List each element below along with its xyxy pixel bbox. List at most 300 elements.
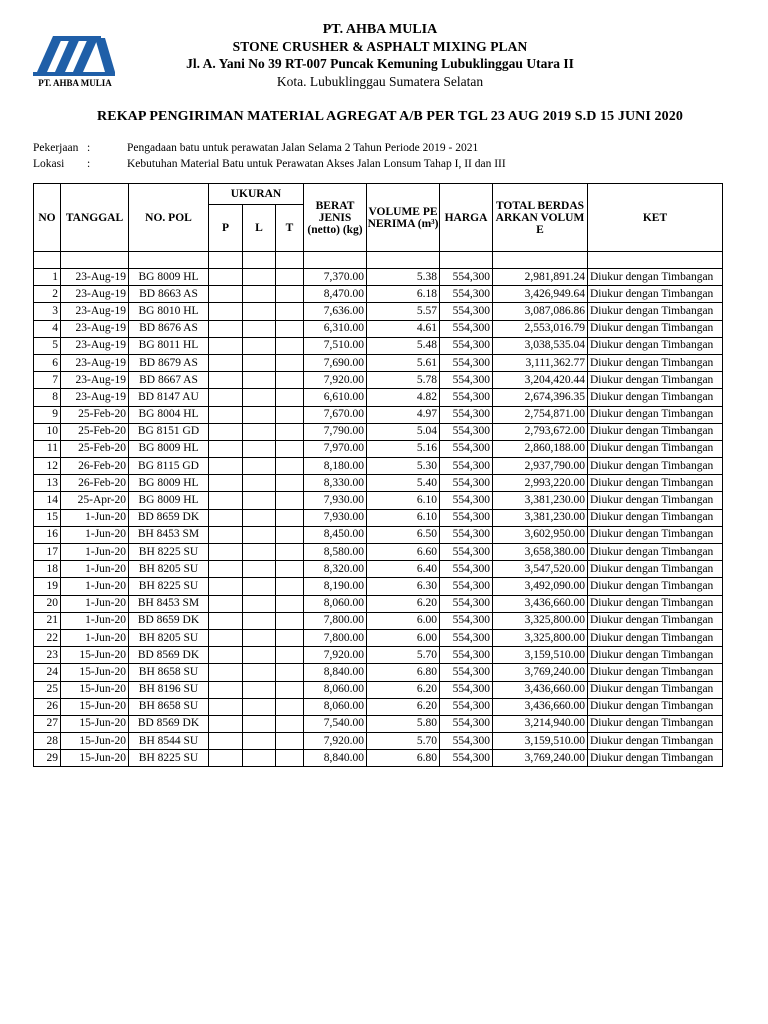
table-row [34,733,723,750]
cell-volume: 5.80 [367,715,440,732]
company-city: Kota. Lubuklinggau Sumatera Selatan [276,74,484,89]
cell-tanggal: 1-Jun-20 [61,526,129,543]
cell-berat: 8,840.00 [304,750,367,767]
cell-ket: Diukur dengan Timbangan [588,647,723,664]
cell-total: 3,159,510.00 [493,647,588,664]
cell-harga: 554,300 [440,337,493,354]
cell-t [276,681,304,698]
cell-t [276,509,304,526]
cell-p [209,269,243,286]
cell-p [209,303,243,320]
cell-p [209,526,243,543]
cell-ket: Diukur dengan Timbangan [588,389,723,406]
cell-tanggal: 1-Jun-20 [61,544,129,561]
cell-p [209,492,243,509]
meta-pekerjaan-label: Pekerjaan [33,142,79,154]
cell-nopol: BG 8151 GD [129,423,209,440]
cell-no: 9 [34,406,61,423]
cell-berat: 6,610.00 [304,389,367,406]
cell-harga: 554,300 [440,475,493,492]
cell-volume: 5.78 [367,372,440,389]
cell-l [243,664,276,681]
cell-l [243,578,276,595]
cell-t [276,475,304,492]
cell-t [276,492,304,509]
cell-p [209,595,243,612]
cell-berat: 7,920.00 [304,733,367,750]
cell-nopol: BG 8009 HL [129,269,209,286]
cell-tanggal: 23-Aug-19 [61,286,129,303]
cell-nopol: BH 8225 SU [129,578,209,595]
cell-p [209,715,243,732]
cell-berat: 8,320.00 [304,561,367,578]
cell-tanggal: 15-Jun-20 [61,733,129,750]
table-row [34,372,723,389]
cell-volume: 5.70 [367,647,440,664]
cell-total: 3,381,230.00 [493,492,588,509]
cell-berat: 8,060.00 [304,698,367,715]
cell-berat: 8,580.00 [304,544,367,561]
cell-volume: 5.70 [367,733,440,750]
cell-no: 20 [34,595,61,612]
cell-tanggal: 15-Jun-20 [61,698,129,715]
cell-no: 3 [34,303,61,320]
cell-l [243,389,276,406]
cell-no: 28 [34,733,61,750]
cell-no: 24 [34,664,61,681]
cell-no: 25 [34,681,61,698]
cell-ket: Diukur dengan Timbangan [588,303,723,320]
cell-l [243,492,276,509]
cell-nopol: BD 8147 AU [129,389,209,406]
cell-tanggal: 23-Aug-19 [61,389,129,406]
col-header-no: NO [34,184,61,252]
cell-berat: 8,840.00 [304,664,367,681]
cell-nopol: BH 8658 SU [129,664,209,681]
table-row [34,458,723,475]
cell-no: 10 [34,423,61,440]
cell-l [243,715,276,732]
cell-nopol: BD 8667 AS [129,372,209,389]
cell-ket: Diukur dengan Timbangan [588,578,723,595]
cell-berat: 8,060.00 [304,595,367,612]
cell-l [243,733,276,750]
cell-no: 4 [34,320,61,337]
cell-volume: 6.18 [367,286,440,303]
cell-berat: 7,800.00 [304,629,367,646]
table-row [34,681,723,698]
cell-tanggal: 15-Jun-20 [61,681,129,698]
cell-no: 19 [34,578,61,595]
cell-p [209,509,243,526]
cell-ket: Diukur dengan Timbangan [588,715,723,732]
cell-ket: Diukur dengan Timbangan [588,475,723,492]
col-header-ket: KET [588,184,723,252]
cell-volume: 6.20 [367,698,440,715]
table-row [34,509,723,526]
meta-lokasi-label: Lokasi [33,158,65,170]
cell-tanggal: 23-Aug-19 [61,320,129,337]
cell-tanggal: 15-Jun-20 [61,664,129,681]
cell-harga: 554,300 [440,492,493,509]
table-row [34,337,723,354]
cell-no: 6 [34,354,61,371]
cell-berat: 7,930.00 [304,509,367,526]
cell-harga: 554,300 [440,458,493,475]
cell-volume: 6.50 [367,526,440,543]
cell-no: 13 [34,475,61,492]
cell-t [276,303,304,320]
table-row [34,354,723,371]
cell-harga: 554,300 [440,629,493,646]
cell-t [276,629,304,646]
col-header-berat: BERAT JENIS (netto) (kg) [304,184,367,252]
cell-nopol: BD 8659 DK [129,509,209,526]
cell-total: 2,754,871.00 [493,406,588,423]
cell-total: 3,436,660.00 [493,698,588,715]
cell-l [243,509,276,526]
cell-p [209,561,243,578]
cell-t [276,578,304,595]
cell-t [276,698,304,715]
cell-total: 2,860,188.00 [493,440,588,457]
cell-p [209,337,243,354]
cell-total: 2,993,220.00 [493,475,588,492]
cell-no: 11 [34,440,61,457]
table-row [34,647,723,664]
cell-nopol: BH 8544 SU [129,733,209,750]
cell-harga: 554,300 [440,544,493,561]
cell-tanggal: 26-Feb-20 [61,458,129,475]
table-row [34,389,723,406]
cell-p [209,578,243,595]
cell-no: 16 [34,526,61,543]
cell-tanggal: 25-Feb-20 [61,423,129,440]
cell-harga: 554,300 [440,320,493,337]
cell-nopol: BG 8115 GD [129,458,209,475]
cell-p [209,320,243,337]
cell-harga: 554,300 [440,269,493,286]
cell-no: 7 [34,372,61,389]
cell-harga: 554,300 [440,303,493,320]
cell-harga: 554,300 [440,354,493,371]
cell-berat: 7,540.00 [304,715,367,732]
table-row [34,269,723,286]
cell-volume: 4.97 [367,406,440,423]
cell-l [243,372,276,389]
cell-no: 12 [34,458,61,475]
company-name: PT. AHBA MULIA [322,22,438,37]
table-row [34,612,723,629]
cell-total: 2,937,790.00 [493,458,588,475]
cell-p [209,647,243,664]
cell-p [209,423,243,440]
cell-ket: Diukur dengan Timbangan [588,629,723,646]
cell-volume: 5.61 [367,354,440,371]
table-row [34,320,723,337]
cell-l [243,629,276,646]
table-row [34,715,723,732]
col-header-nopol: NO. POL [129,184,209,252]
cell-harga: 554,300 [440,423,493,440]
cell-tanggal: 23-Aug-19 [61,354,129,371]
table-row [34,561,723,578]
cell-harga: 554,300 [440,698,493,715]
cell-berat: 7,800.00 [304,612,367,629]
cell-total: 2,674,396.35 [493,389,588,406]
cell-l [243,475,276,492]
cell-berat: 8,190.00 [304,578,367,595]
cell-total: 3,159,510.00 [493,733,588,750]
cell-t [276,458,304,475]
cell-berat: 8,180.00 [304,458,367,475]
cell-no: 18 [34,561,61,578]
cell-ket: Diukur dengan Timbangan [588,423,723,440]
cell-tanggal: 1-Jun-20 [61,509,129,526]
cell-ket: Diukur dengan Timbangan [588,750,723,767]
cell-ket: Diukur dengan Timbangan [588,733,723,750]
cell-nopol: BH 8225 SU [129,544,209,561]
cell-t [276,354,304,371]
cell-total: 3,658,380.00 [493,544,588,561]
table-row [34,526,723,543]
cell-nopol: BG 8009 HL [129,475,209,492]
cell-nopol: BG 8010 HL [129,303,209,320]
cell-ket: Diukur dengan Timbangan [588,458,723,475]
cell-ket: Diukur dengan Timbangan [588,526,723,543]
cell-p [209,458,243,475]
report-title: REKAP PENGIRIMAN MATERIAL AGREGAT A/B PER TGL 23 AUG 2019 S.D 15 JUNI 2020 [97,109,683,124]
cell-volume: 5.04 [367,423,440,440]
cell-no: 29 [34,750,61,767]
meta-pekerjaan-value: Pengadaan batu untuk perawatan Jalan Selama 2 Tahun Periode 2019 - 2021 [127,142,479,154]
col-header-volume: VOLUME PENERIMA (m³) [367,184,440,252]
cell-berat: 7,920.00 [304,372,367,389]
table-row [34,492,723,509]
cell-ket: Diukur dengan Timbangan [588,681,723,698]
cell-t [276,595,304,612]
cell-total: 3,038,535.04 [493,337,588,354]
cell-ket: Diukur dengan Timbangan [588,320,723,337]
cell-harga: 554,300 [440,612,493,629]
table-row [34,475,723,492]
cell-t [276,423,304,440]
cell-t [276,612,304,629]
table-row [34,629,723,646]
cell-nopol: BD 8663 AS [129,286,209,303]
cell-volume: 4.82 [367,389,440,406]
cell-ket: Diukur dengan Timbangan [588,595,723,612]
col-header-total: TOTAL BERDASARKAN VOLUME [493,184,588,252]
cell-nopol: BH 8196 SU [129,681,209,698]
cell-t [276,440,304,457]
cell-harga: 554,300 [440,389,493,406]
cell-total: 3,547,520.00 [493,561,588,578]
cell-total: 2,793,672.00 [493,423,588,440]
cell-p [209,544,243,561]
cell-no: 17 [34,544,61,561]
cell-t [276,526,304,543]
cell-harga: 554,300 [440,681,493,698]
cell-volume: 6.80 [367,664,440,681]
col-header-p: P [209,205,243,252]
cell-no: 23 [34,647,61,664]
cell-harga: 554,300 [440,750,493,767]
col-header-harga: HARGA [440,184,493,252]
meta-lokasi-value: Kebutuhan Material Batu untuk Perawatan Akses Jalan Lonsum Tahap I, II dan III [127,158,506,170]
cell-ket: Diukur dengan Timbangan [588,509,723,526]
cell-berat: 7,690.00 [304,354,367,371]
cell-volume: 5.30 [367,458,440,475]
cell-volume: 6.00 [367,612,440,629]
table-row [34,303,723,320]
cell-no: 2 [34,286,61,303]
cell-ket: Diukur dengan Timbangan [588,286,723,303]
cell-tanggal: 23-Aug-19 [61,337,129,354]
cell-l [243,612,276,629]
cell-l [243,595,276,612]
cell-nopol: BD 8569 DK [129,647,209,664]
cell-t [276,715,304,732]
cell-t [276,561,304,578]
cell-volume: 5.48 [367,337,440,354]
meta-pekerjaan [33,142,478,154]
cell-l [243,286,276,303]
cell-tanggal: 1-Jun-20 [61,612,129,629]
cell-volume: 6.60 [367,544,440,561]
cell-ket: Diukur dengan Timbangan [588,544,723,561]
col-header-l: L [243,205,276,252]
cell-total: 3,436,660.00 [493,595,588,612]
cell-no: 15 [34,509,61,526]
cell-harga: 554,300 [440,733,493,750]
cell-no: 8 [34,389,61,406]
cell-no: 5 [34,337,61,354]
cell-harga: 554,300 [440,664,493,681]
cell-l [243,303,276,320]
cell-volume: 6.20 [367,681,440,698]
table-row [34,423,723,440]
cell-volume: 5.57 [367,303,440,320]
cell-t [276,733,304,750]
cell-berat: 7,970.00 [304,440,367,457]
cell-ket: Diukur dengan Timbangan [588,337,723,354]
cell-p [209,664,243,681]
logo-text: PT. AHBA MULIA [38,78,112,88]
cell-ket: Diukur dengan Timbangan [588,372,723,389]
cell-nopol: BG 8009 HL [129,492,209,509]
cell-no: 14 [34,492,61,509]
cell-nopol: BH 8225 SU [129,750,209,767]
cell-total: 3,087,086.86 [493,303,588,320]
cell-berat: 7,790.00 [304,423,367,440]
cell-total: 3,381,230.00 [493,509,588,526]
cell-volume: 6.30 [367,578,440,595]
cell-ket: Diukur dengan Timbangan [588,354,723,371]
meta-lokasi [33,158,506,170]
cell-nopol: BH 8205 SU [129,561,209,578]
cell-ket: Diukur dengan Timbangan [588,698,723,715]
cell-volume: 6.40 [367,561,440,578]
cell-harga: 554,300 [440,561,493,578]
cell-t [276,372,304,389]
delivery-table [33,183,723,767]
cell-p [209,286,243,303]
table-row [34,578,723,595]
cell-harga: 554,300 [440,647,493,664]
cell-volume: 6.10 [367,492,440,509]
cell-volume: 6.10 [367,509,440,526]
cell-p [209,389,243,406]
cell-nopol: BG 8011 HL [129,337,209,354]
cell-total: 3,426,949.64 [493,286,588,303]
cell-harga: 554,300 [440,715,493,732]
cell-volume: 6.20 [367,595,440,612]
cell-t [276,337,304,354]
table-row [34,440,723,457]
cell-total: 3,325,800.00 [493,629,588,646]
cell-no: 1 [34,269,61,286]
cell-tanggal: 15-Jun-20 [61,750,129,767]
cell-nopol: BD 8676 AS [129,320,209,337]
cell-berat: 7,636.00 [304,303,367,320]
cell-total: 3,436,660.00 [493,681,588,698]
cell-tanggal: 23-Aug-19 [61,269,129,286]
cell-total: 3,325,800.00 [493,612,588,629]
cell-tanggal: 25-Feb-20 [61,406,129,423]
cell-l [243,320,276,337]
cell-volume: 5.38 [367,269,440,286]
cell-t [276,286,304,303]
cell-volume: 4.61 [367,320,440,337]
cell-volume: 6.80 [367,750,440,767]
cell-l [243,750,276,767]
cell-p [209,733,243,750]
meta-colon: : [87,142,91,154]
cell-berat: 7,670.00 [304,406,367,423]
table-row [34,698,723,715]
cell-p [209,681,243,698]
cell-harga: 554,300 [440,372,493,389]
cell-t [276,664,304,681]
cell-total: 3,769,240.00 [493,750,588,767]
table-row [34,406,723,423]
cell-t [276,269,304,286]
cell-berat: 7,920.00 [304,647,367,664]
cell-no: 22 [34,629,61,646]
cell-total: 3,492,090.00 [493,578,588,595]
cell-volume: 5.16 [367,440,440,457]
cell-p [209,475,243,492]
cell-berat: 6,310.00 [304,320,367,337]
cell-no: 26 [34,698,61,715]
cell-l [243,561,276,578]
cell-tanggal: 1-Jun-20 [61,595,129,612]
cell-ket: Diukur dengan Timbangan [588,612,723,629]
cell-volume: 6.00 [367,629,440,646]
cell-l [243,681,276,698]
cell-ket: Diukur dengan Timbangan [588,664,723,681]
cell-total: 2,553,016.79 [493,320,588,337]
cell-tanggal: 23-Aug-19 [61,303,129,320]
cell-p [209,440,243,457]
cell-nopol: BH 8658 SU [129,698,209,715]
cell-l [243,698,276,715]
cell-p [209,372,243,389]
cell-harga: 554,300 [440,440,493,457]
cell-ket: Diukur dengan Timbangan [588,492,723,509]
cell-harga: 554,300 [440,578,493,595]
